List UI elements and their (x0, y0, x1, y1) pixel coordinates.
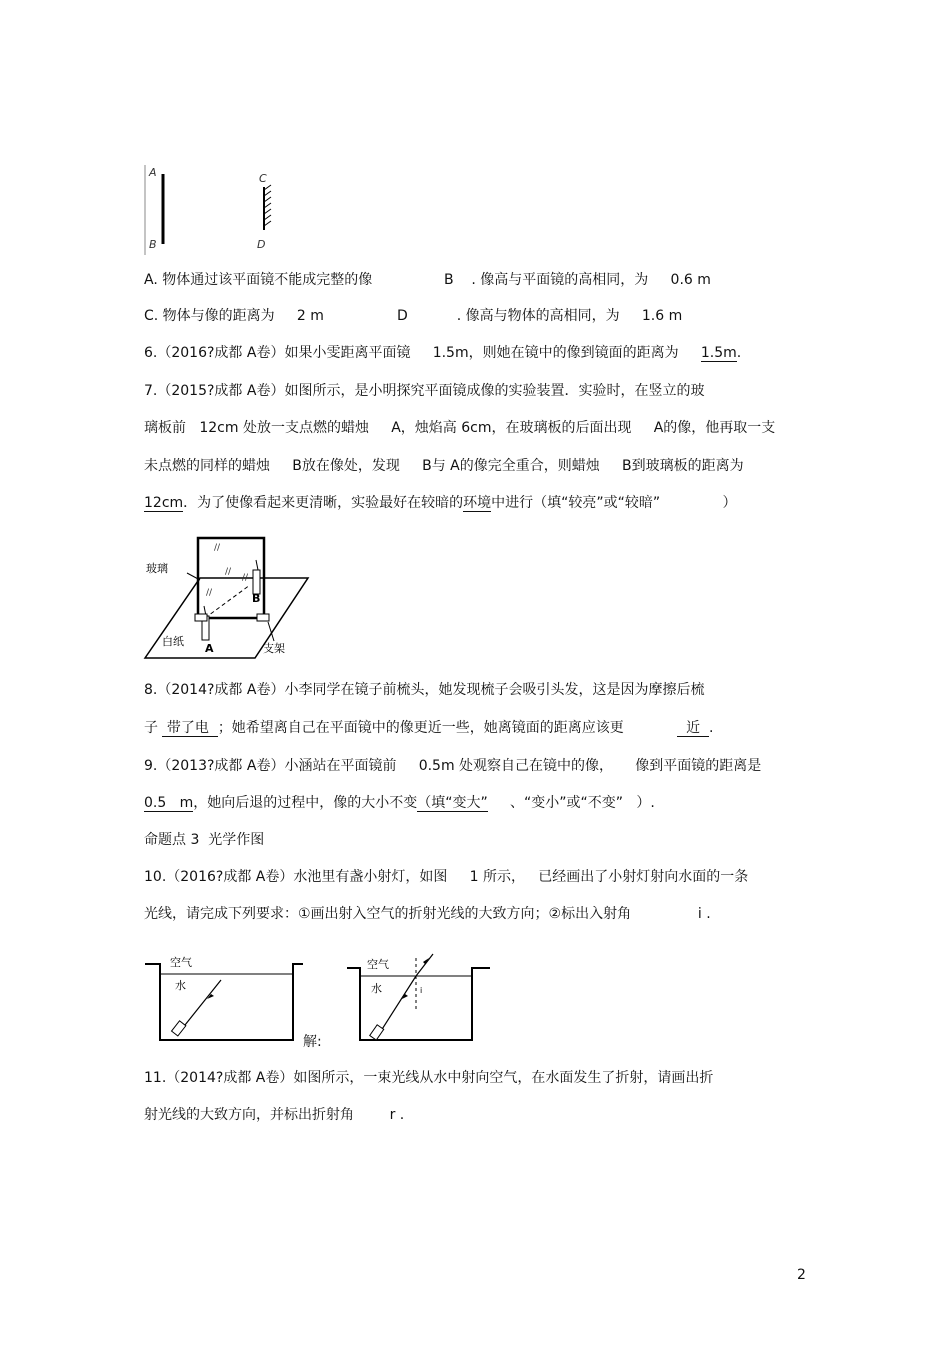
q9-choice: （填“变大” (417, 795, 488, 811)
page-number: 2 (797, 1267, 806, 1283)
q7-mid: ．为了使像看起来更清晰，实验最好在较暗的 (183, 495, 464, 511)
q6-answer: 1.5m (700, 345, 737, 361)
candle-a-label: A (205, 642, 214, 655)
glass-experiment-figure (140, 530, 315, 665)
q7-tail: 中进行（填“较亮”或“较暗” ） (491, 495, 737, 511)
solution-label: 解: (303, 1034, 322, 1050)
svg-text://: // (225, 567, 232, 577)
q8-prefix: 子 (144, 720, 163, 736)
svg-text:i: i (420, 986, 423, 995)
pool-solution-figure (345, 950, 495, 1045)
q9-answer1: 0.5 m (144, 795, 194, 811)
q7-line4 (144, 493, 736, 513)
q6-text: 6.（2016?成都 A卷）如果小雯距离平面镜 1.5m，则她在镜中的像到镜面的距离为 (144, 345, 679, 361)
q5-option-b: B . 像高与平面镜的高相同，为 0.6 m (444, 272, 711, 288)
q7-answer: 12cm (144, 495, 184, 511)
paper-label: 白纸 (162, 635, 184, 648)
q10-line2: 光线，请完成下列要求：①画出射入空气的折射光线的大致方向；②标出入射角 i . (144, 906, 711, 922)
q5-option-a: A. 物体通过该平面镜不能成完整的像 (144, 272, 373, 288)
q8-answer1: 带了电 (162, 720, 218, 736)
q5-option-d: D . 像高与物体的高相同，为 1.6 m (397, 308, 683, 324)
q9-tail: 、“变小”或“不变” ）. (487, 795, 655, 811)
glass-label: 玻璃 (146, 562, 168, 575)
section-heading: 命题点 3 光学作图 (144, 832, 265, 848)
q8-line1: 8.（2014?成都 A卷）小李同学在镜子前梳头，她发现梳子会吸引头发，这是因为摩擦后梳 (144, 682, 705, 698)
q7-line1: 7.（2015?成都 A卷）如图所示，是小明探究平面镜成像的实验装置．实验时，在竖立的玻 (144, 383, 705, 399)
label-b: B (149, 238, 157, 251)
label-d: D (257, 238, 266, 251)
candle-b-label: B (252, 592, 261, 605)
stand-label: 支架 (263, 642, 285, 655)
q7-line3: 未点燃的同样的蜡烛 B放在像处，发现 B与 A的像完全重合，则蜡烛 B到玻璃板的距离为 (144, 458, 744, 474)
q7-env: 环境 (463, 495, 492, 511)
q8-mid: ；她希望离自己在平面镜中的像更近一些，她离镜面的距离应该更 (217, 720, 678, 736)
q6-line (144, 343, 741, 363)
label-c: C (259, 172, 267, 185)
pool-figure (145, 950, 305, 1045)
water-label: 水 (175, 979, 186, 992)
q5-option-c: C. 物体与像的距离为 2 m (144, 308, 324, 324)
q8-line2 (144, 718, 713, 738)
svg-text://: // (242, 573, 249, 583)
q8-tail: . (709, 720, 714, 736)
label-a: A (149, 166, 157, 179)
air-label: 空气 (170, 956, 192, 969)
q6-tail: . (736, 345, 742, 361)
mirror-figure (140, 160, 280, 260)
q11-line2: 射光线的大致方向，并标出折射角 r . (144, 1107, 405, 1123)
air-label-2: 空气 (367, 958, 389, 971)
q11-line1: 11.（2014?成都 A卷）如图所示，一束光线从水中射向空气，在水面发生了折射，请画出折 (144, 1070, 714, 1086)
q9-line2 (144, 793, 655, 813)
svg-text://: // (214, 543, 221, 553)
q7-line2: 璃板前 12cm 处放一支点燃的蜡烛 A，烛焰高 6cm，在玻璃板的后面出现 A的像，他再取一支 (144, 420, 776, 436)
q10-line1: 10.（2016?成都 A卷）水池里有盏小射灯，如图 1 所示， 已经画出了小射灯射向水面的一条 (144, 869, 749, 885)
svg-text://: // (206, 588, 213, 598)
q9-line1: 9.（2013?成都 A卷）小涵站在平面镜前 0.5m 处观察自己在镜中的像， 像到平面镜的距离是 (144, 758, 762, 774)
q8-answer2: 近 (677, 720, 710, 736)
q9-mid: ，她向后退的过程中，像的大小不变 (193, 795, 418, 811)
water-label-2: 水 (371, 982, 382, 995)
